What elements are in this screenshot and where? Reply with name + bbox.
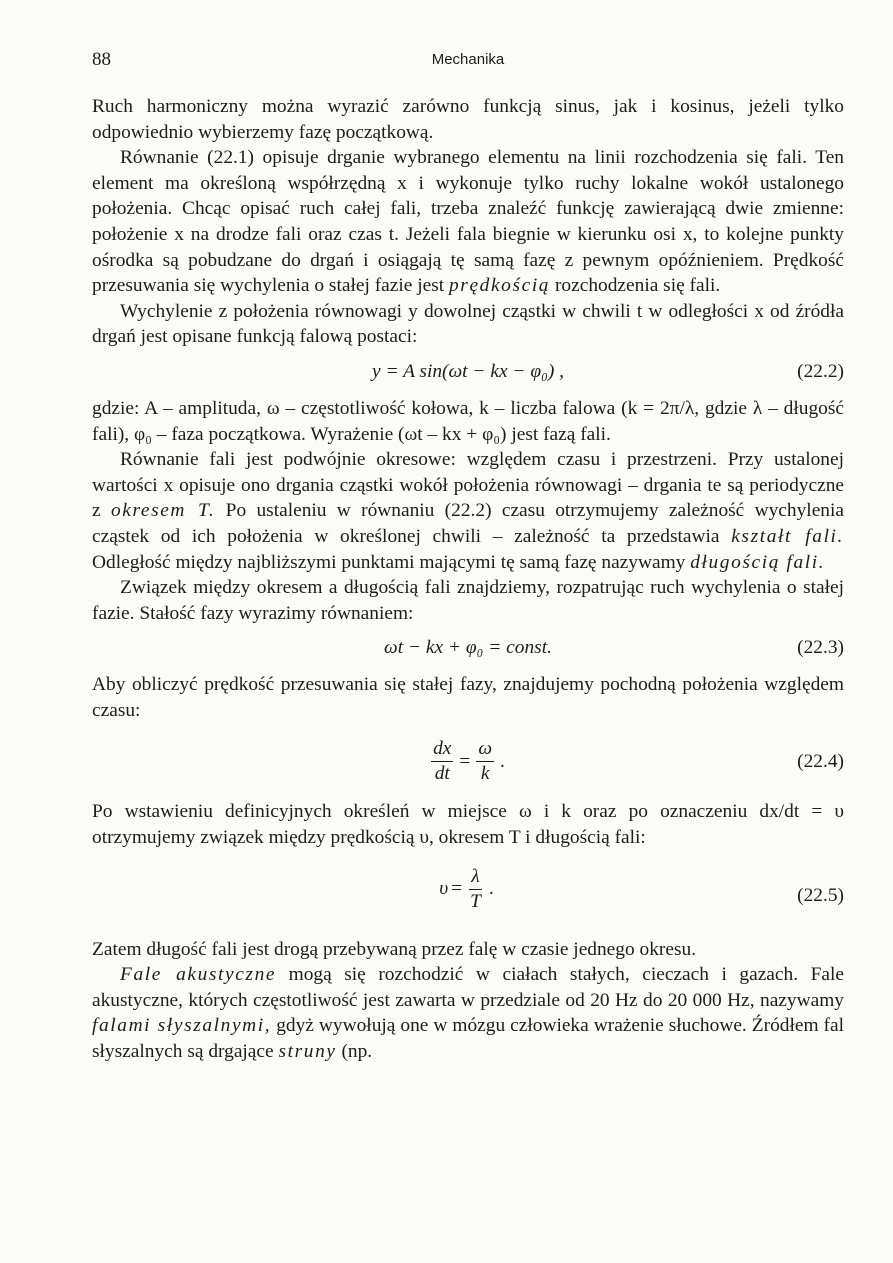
page-body: [92, 94, 844, 1065]
term-okres: okresem T.: [110, 500, 216, 522]
equation-22-2-formula: y = A sin(ωt − kx − φ₀) ,: [372, 360, 564, 382]
paragraph-9: Zatem długość fali jest drogą przebywaną przez falę w czasie jednego okresu.: [92, 938, 697, 960]
paragraph-5-part-b: Po ustaleniu w równaniu (22.2) czasu otrzymujemy zależność wychylenia cząstek od ich położenia w określonej chwili – zależność ta przedstawia: [92, 500, 844, 547]
term-dlugosc-fali: długością fali.: [690, 551, 826, 573]
term-fale-slyszalne: falami słyszalnymi,: [92, 1015, 272, 1037]
paragraph-2-text: Równanie (22.1) opisuje drganie wybranego elementu na linii rozchodzenia się fali. Ten element ma określoną współrzędną x i wykonuje tylko ruchy lokalne wokół ustalonego położenia. Chcąc opisać ruch całej fali, trzeba znaleźć funkcję zawierającą dwie zmienne: położenie x na drodze fali oraz czas t. Jeżeli fala biegnie w kierunku osi x, to kolejne punkty ośrodka są pobudzane do drgań i osiągają tę samą fazę z pewnym opóźnieniem. Prędkość przesuwania się wychylenia o stałej: [92, 147, 844, 297]
paragraph-7: Aby obliczyć prędkość przesuwania się stałej fazy, znajdujemy pochodną położenia względem czasu:: [92, 674, 844, 721]
page-header: [92, 49, 844, 71]
paragraph-8: Po wstawieniu definicyjnych określeń w miejsce ω i k oraz po oznaczeniu dx/dt = υ otrzymujemy związek między prędkością υ, okresem T i długością fali:: [92, 801, 844, 849]
paragraph-10-part-a: mogą się rozchodzić w ciałach stałych, cieczach i gazach. Fale akustyczne, których częstotliwość jest zawarta w przedziale od 20 Hz do 20 000 Hz, nazywamy: [92, 964, 844, 1011]
paragraph-10-part-c: (np.: [341, 1041, 373, 1063]
paragraph-2-tail: rozchodzenia się fali.: [554, 275, 721, 297]
equation-22-2: [92, 353, 844, 393]
equation-22-2-number: (22.2): [797, 360, 844, 382]
paragraph-5-part-c: Odległość między najbliższymi punktami mającymi tę samą fazę nazywamy: [92, 551, 686, 573]
equation-22-5-number: (22.5): [797, 884, 844, 906]
equation-22-5: [92, 857, 844, 931]
paragraph-5: [92, 447, 844, 575]
fraction-dx-dt: $\frac{dx}{dt}$: [433, 738, 452, 785]
paragraph-6: Związek między okresem a długością fali znajdziemy, rozpatrując ruch wychylenia o stałej fazie. Stałość fazy wyrazimy równaniem:: [92, 577, 844, 624]
term-ksztalt-fali: kształt fali.: [731, 525, 844, 547]
paragraph-4: gdzie: A – amplituda, ω – częstotliwość kołowa, k – liczba falowa (k = 2π/λ, gdzie λ – długość fali), φ₀ – faza początkowa. Wyrażenie (ωt – kx + φ₀) jest fazą fali.: [92, 397, 844, 445]
paragraph-10-part-b: gdyż wywołują one w mózgu człowieka wrażenie słuchowe. Źródłem fal słyszalnych są drgające: [92, 1015, 844, 1063]
equation-22-4-formula: $\frac{dx}{dt}$ = $\frac{\omega}{k}$ .: [433, 738, 505, 785]
term-fale-akustyczne: Fale akustyczne: [120, 964, 277, 986]
book-page: [92, 0, 844, 1263]
equation-22-3-formula: ωt − kx + φ₀ = const.: [384, 637, 552, 659]
equation-22-4: [92, 729, 844, 793]
equation-22-4-number: (22.4): [797, 751, 844, 773]
equation-22-3-number: (22.3): [797, 637, 844, 659]
running-title: Mechanika: [431, 51, 505, 68]
equation-22-3: [92, 629, 844, 669]
fraction-lambda-t: $\frac{\lambda}{T}$: [470, 865, 481, 912]
paragraph-3: Wychylenie z położenia równowagi y dowolnej cząstki w chwili t w odległości x od źródła drgań jest opisane funkcją falową postaci:: [92, 300, 844, 348]
paragraph-5-part-a: Równanie fali jest podwójnie okresowe: względem czasu i przestrzeni. Przy ustalonej wartości x opisuje ono drgania cząstki wokół położenia równowagi – drgania te są periodyczne z: [92, 449, 844, 522]
paragraph-2-end: fazie jest: [374, 275, 445, 297]
fraction-omega-k: $\frac{\omega}{k}$: [478, 738, 493, 785]
paragraph-10: [92, 962, 844, 1064]
term-predkosc: prędkością: [449, 275, 551, 297]
paragraph-2: [92, 145, 844, 299]
equation-22-5-formula: υ = $\frac{\lambda}{T}$ .: [439, 865, 494, 912]
paragraph-1: Ruch harmoniczny można wyrazić zarówno funkcją sinus, jak i kosinus, jeżeli tylko odpowiednio wybierzemy fazę początkową.: [92, 96, 844, 143]
page-number: 88: [92, 49, 111, 70]
term-struny: struny: [278, 1041, 337, 1063]
